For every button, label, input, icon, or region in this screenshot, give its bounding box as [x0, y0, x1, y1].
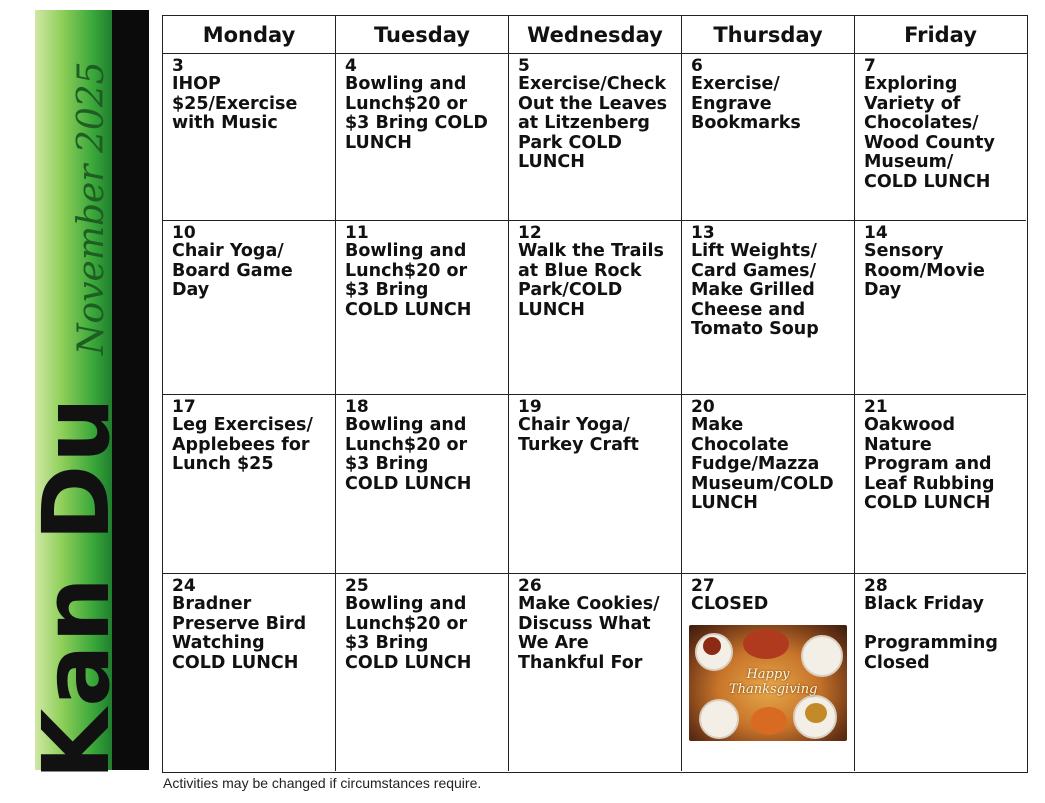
day-activity: Bowling and Lunch$20 or $3 Bring COLD LUNCH [345, 74, 488, 153]
day-number: 11 [345, 223, 369, 243]
day-number: 4 [345, 56, 357, 76]
day-number: 18 [345, 397, 369, 417]
header-friday: Friday [904, 22, 977, 47]
day-activity: CLOSED [691, 594, 769, 614]
day-number: 25 [345, 576, 369, 596]
food-shape [703, 637, 721, 655]
site-encore-findlay: Encore, Findlay [148, 603, 175, 770]
day-number: 20 [691, 397, 715, 417]
day-number: 6 [691, 56, 703, 76]
day-number: 17 [172, 397, 196, 417]
site-hancock: Hancock [149, 78, 176, 172]
day-activity: Leg Exercises/ Applebees for Lunch $25 [172, 415, 313, 475]
day-number: 27 [691, 576, 715, 596]
day-activity: Chair Yoga/ Turkey Craft [518, 415, 639, 455]
day-cell [682, 221, 855, 395]
day-cell [509, 54, 682, 221]
day-number: 14 [864, 223, 888, 243]
day-cell [163, 221, 336, 395]
plate-shape [699, 699, 739, 739]
day-activity: Oakwood Nature Program and Leaf Rubbing COLD LUNCH [864, 415, 995, 514]
plate-shape [801, 635, 843, 677]
day-activity: Exercise/ Engrave Bookmarks [691, 74, 801, 134]
day-cell [163, 395, 336, 574]
food-shape [805, 703, 827, 723]
day-cell [509, 574, 682, 771]
day-cell [682, 54, 855, 221]
day-number: 26 [518, 576, 542, 596]
happy-thanksgiving-text: Happy Thanksgiving [729, 666, 818, 697]
day-cell [163, 574, 336, 771]
header-thursday: Thursday [682, 16, 855, 53]
month-title: November 2025 [71, 61, 112, 355]
day-cell [855, 221, 1026, 395]
day-cell [682, 574, 855, 771]
day-activity: Chair Yoga/ Board Game Day [172, 241, 293, 301]
day-activity: Make Chocolate Fudge/Mazza Museum/COLD LUNCH [691, 415, 834, 514]
day-number: 3 [172, 56, 184, 76]
day-number: 19 [518, 397, 542, 417]
thanksgiving-image [689, 625, 847, 741]
day-cell [855, 54, 1026, 221]
food-shape [743, 629, 789, 659]
day-activity: Exercise/Check Out the Leaves at Litzenberg Park COLD LUNCH [518, 74, 668, 173]
day-cell [855, 395, 1026, 574]
day-number: 12 [518, 223, 542, 243]
day-activity: Walk the Trails at Blue Rock Park/COLD LUNCH [518, 241, 664, 320]
day-cell [336, 54, 509, 221]
day-number: 7 [864, 56, 876, 76]
day-activity: Sensory Room/Movie Day [864, 241, 985, 301]
day-activity: Bradner Preserve Bird Watching COLD LUNCH [172, 594, 307, 673]
day-cell [855, 574, 1026, 771]
header-tuesday: Tuesday [336, 16, 509, 53]
day-number: 21 [864, 397, 888, 417]
day-cell [163, 54, 336, 221]
footnote: Activities may be changed if circumstances require. [163, 775, 482, 791]
calendar-grid [162, 15, 1028, 773]
day-activity: Exploring Variety of Chocolates/ Wood County Museum/ COLD LUNCH [864, 74, 995, 192]
weekday-header-row [163, 16, 1027, 54]
food-shape [751, 707, 787, 735]
day-activity: Lift Weights/ Card Games/ Make Grilled Cheese and Tomato Soup [691, 241, 819, 340]
day-cell [682, 395, 855, 574]
day-number: 5 [518, 56, 530, 76]
day-number: 13 [691, 223, 715, 243]
day-cell [336, 221, 509, 395]
day-cell [509, 395, 682, 574]
day-cell [336, 395, 509, 574]
day-number: 28 [864, 576, 888, 596]
day-cell [509, 221, 682, 395]
day-activity: Make Cookies/ Discuss What We Are Thankful For [518, 594, 660, 673]
day-number: 24 [172, 576, 196, 596]
day-activity: Bowling and Lunch$20 or $3 Bring COLD LUNCH [345, 241, 472, 320]
day-activity: Bowling and Lunch$20 or $3 Bring COLD LUNCH [345, 415, 472, 494]
day-activity: IHOP $25/Exercise with Music [172, 74, 298, 134]
day-activity: Black Friday Programming Closed [864, 594, 998, 673]
day-cell [336, 574, 509, 771]
side-banner [23, 10, 176, 780]
header-wednesday: Wednesday [509, 16, 682, 53]
day-activity: Bowling and Lunch$20 or $3 Bring COLD LUNCH [345, 594, 472, 673]
program-name: Kan Du [23, 395, 130, 780]
day-number: 10 [172, 223, 196, 243]
header-monday: Monday [163, 16, 336, 53]
